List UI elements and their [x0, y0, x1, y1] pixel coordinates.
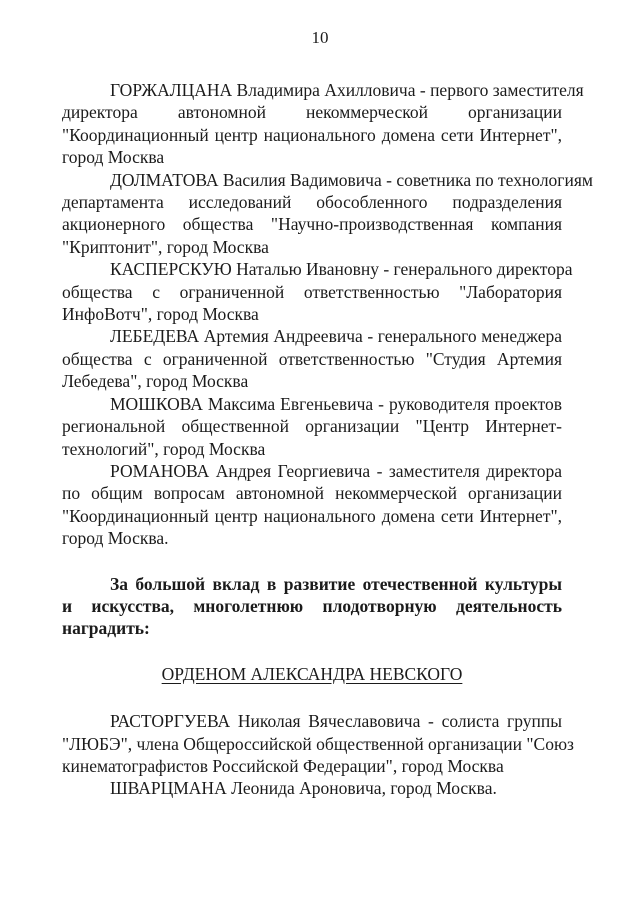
text-line: ГОРЖАЛЦАНА Владимира Ахилловича - первого заместителя: [110, 80, 584, 100]
document-body: [62, 79, 593, 800]
text-line: город Москва.: [62, 528, 169, 549]
text-line: общества с ограниченной ответственностью "Студия Артемия: [62, 348, 562, 369]
page-number: 10: [311, 28, 329, 47]
text-line: "Координационный центр национального домена сети Интернет",: [62, 505, 562, 526]
text-line: наградить:: [62, 618, 150, 639]
text-line: директора автономной некоммерческой организации: [62, 102, 562, 123]
award-heading-nevsky-order: [62, 663, 562, 685]
award-entry-gorzhaltsana: [62, 79, 584, 169]
text-line: За большой вклад в развитие отечественной культуры: [110, 573, 562, 594]
text-line: "Криптонит", город Москва: [62, 236, 269, 257]
award-entry-lebedev: [62, 325, 562, 392]
text-line: акционерного общества "Научно-производственная компания: [62, 214, 562, 235]
award-entry-kasperskaya: [62, 258, 573, 325]
text-line: МОШКОВА Максима Евгеньевича - руководителя проектов: [110, 393, 562, 414]
text-line: КАСПЕРСКУЮ Наталью Ивановну - генерального директора: [110, 259, 573, 280]
text-line: РАСТОРГУЕВА Николая Вячеславовича - солиста группы: [110, 711, 562, 732]
award-entry-shvartsman: [62, 777, 562, 799]
text-line: общества с ограниченной ответственностью "Лаборатория: [62, 281, 562, 302]
text-line: "Координационный центр национального домена сети Интернет",: [62, 124, 562, 145]
award-entry-rastorguev: [62, 710, 574, 777]
text-line: "ЛЮБЭ", члена Общероссийской общественной организации "Союз: [62, 733, 574, 754]
text-line: региональной общественной организации "Центр Интернет-: [62, 416, 562, 437]
text-line: департамента исследований обособленного подразделения: [62, 192, 562, 213]
text-line: ЛЕБЕДЕВА Артемия Андреевича - генерального менеджера: [110, 326, 562, 347]
text-line: технологий", город Москва: [62, 438, 266, 459]
award-entry-romanov: [62, 460, 562, 550]
text-line: ИнфоВотч", город Москва: [62, 304, 259, 325]
text-line: кинематографистов Российской Федерации", город Москва: [62, 755, 504, 776]
award-entry-dolmatov: [62, 169, 593, 259]
award-intro-culture: [62, 573, 562, 640]
text-line: по общим вопросам автономной некоммерческой организации: [62, 483, 562, 504]
text-line: ДОЛМАТОВА Василия Вадимовича - советника по технологиям: [110, 169, 593, 190]
award-entry-moshkov: [62, 393, 562, 460]
text-line: ШВАРЦМАНА Леонида Ароновича, город Москва.: [110, 778, 497, 799]
text-line: РОМАНОВА Андрея Георгиевича - заместителя директора: [110, 460, 562, 481]
text-line: Лебедева", город Москва: [62, 371, 249, 392]
text-line: и искусства, многолетнюю плодотворную деятельность: [62, 595, 562, 616]
award-heading-text: ОРДЕНОМ АЛЕКСАНДРА НЕВСКОГО: [161, 663, 463, 684]
text-line: город Москва: [62, 147, 165, 168]
